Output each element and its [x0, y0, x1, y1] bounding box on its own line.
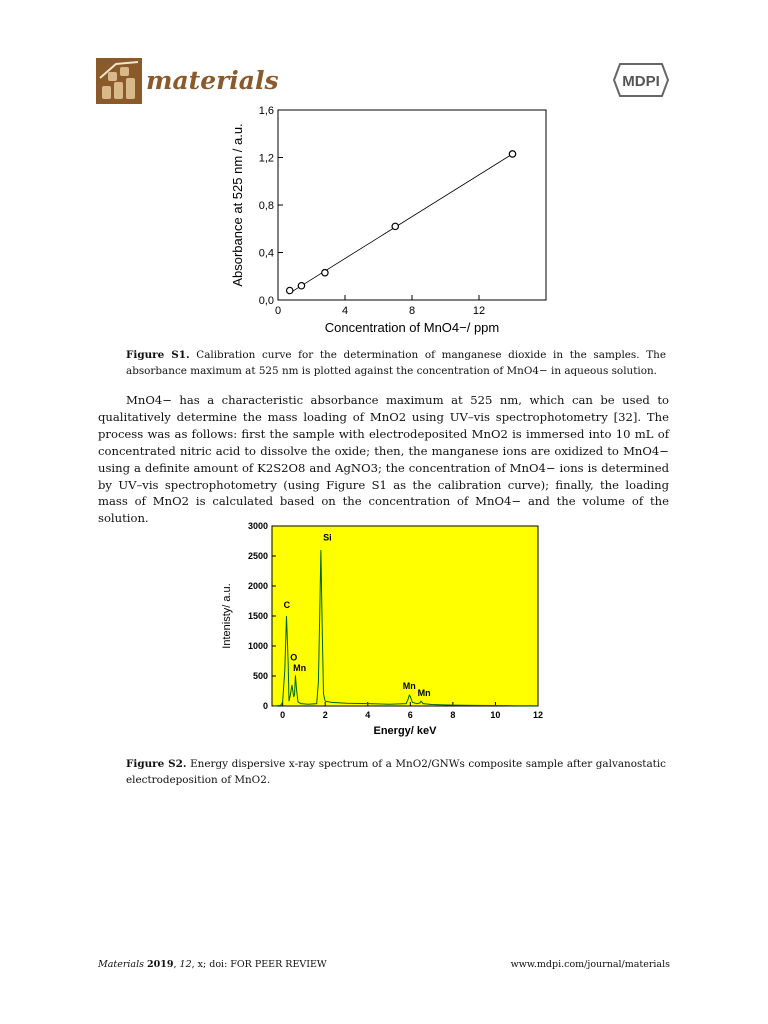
caption-label: Figure S1.	[126, 349, 190, 361]
y-tick-label: 1,2	[258, 152, 274, 165]
x-tick-label: 8	[450, 710, 456, 720]
figure-s1-caption	[126, 347, 666, 379]
y-tick-label: 0,8	[258, 200, 274, 212]
peak-label: Si	[323, 532, 332, 543]
x-tick-label: 12	[532, 710, 544, 720]
x-tick-label: 10	[490, 710, 501, 720]
peak-label: Mn	[402, 681, 416, 692]
x-tick-label: 0	[274, 305, 282, 317]
y-tick-label: 2000	[247, 581, 268, 591]
materials-logo-icon	[96, 58, 142, 104]
data-point	[287, 287, 293, 293]
y-tick-label: 0,0	[258, 295, 274, 307]
caption-label: Figure S2.	[126, 758, 187, 770]
footer-journal: Materials	[98, 959, 144, 970]
footer-volume: 12	[179, 959, 192, 970]
y-tick-label: 2500	[247, 551, 268, 561]
data-point	[322, 269, 328, 275]
footer-rest: , x; doi: FOR PEER REVIEW	[191, 959, 327, 970]
y-tick-label: 1,6	[258, 105, 274, 117]
caption-text: Energy dispersive x-ray spectrum of a MnO2/GNWs composite sample after galvanostatic electrodeposition of MnO2.	[126, 758, 666, 786]
mdpi-logo-text: MDPI	[622, 73, 660, 90]
figure-s2-caption	[126, 756, 666, 788]
plot-frame	[278, 110, 546, 300]
plot-area	[272, 526, 538, 706]
footer-citation: Materials 2019, 12, x; doi: FOR PEER REVIEW	[98, 959, 327, 970]
mdpi-logo	[612, 62, 670, 98]
peak-label: O	[290, 652, 298, 663]
y-tick-label: 1500	[247, 611, 268, 621]
peak-label: Mn	[293, 663, 307, 674]
y-axis-label: Intenisty/ a.u.	[221, 583, 233, 649]
footer-year: 2019	[147, 959, 174, 970]
data-point	[298, 283, 304, 289]
peak-label: Mn	[417, 687, 431, 698]
x-tick-label: 0	[280, 710, 286, 720]
x-tick-label: 4	[341, 305, 349, 317]
y-tick-label: 0,4	[258, 247, 274, 260]
body-paragraph: MnO4− has a characteristic absorbance maximum at 525 nm, which can be used to qualitatively determine the mass loading of MnO2 using UV–vis spectrophotometry [32]. The process was as follows: first the sample with electrodeposited MnO2 is immersed into 10 mL of concentrated nitric acid to dissolve the oxide; then, the manganese ions are oxidized to MnO4− using a definite amount of K2S2O8 and AgNO3; the concentration of MnO4− ions is determined by UV–vis spectrophotometry (using Figure S1 as the calibration curve); finally, the loading mass of MnO2 is calculated based on the concentration of MnO4− and the volume of the solution.	[98, 393, 669, 526]
y-tick-label: 1000	[247, 641, 268, 651]
data-point	[392, 223, 398, 229]
figure-s1-chart	[220, 104, 560, 344]
x-axis-label: Energy/ keV	[373, 725, 437, 737]
journal-logo	[96, 58, 279, 108]
y-tick-label: 0	[262, 701, 268, 711]
x-tick-label: 8	[408, 305, 416, 317]
journal-name: materials	[146, 66, 279, 95]
x-tick-label: 4	[365, 710, 371, 720]
y-tick-label: 3000	[247, 521, 268, 531]
x-axis-label: Concentration of MnO4−/ ppm	[324, 320, 500, 335]
footer-url[interactable]: www.mdpi.com/journal/materials	[510, 959, 670, 970]
data-point	[509, 151, 515, 157]
y-tick-label: 500	[252, 671, 268, 681]
figure-s2-chart	[218, 518, 556, 744]
x-tick-label: 2	[322, 710, 328, 720]
x-tick-label: 12	[472, 305, 486, 317]
y-axis-label: Absorbance at 525 nm / a.u.	[230, 123, 245, 287]
peak-label: C	[283, 600, 291, 611]
x-tick-label: 6	[407, 710, 413, 720]
caption-text: Calibration curve for the determination of manganese dioxide in the samples. The absorbance maximum at 525 nm is plotted against the concentration of MnO4− in aqueous solution.	[126, 349, 667, 377]
